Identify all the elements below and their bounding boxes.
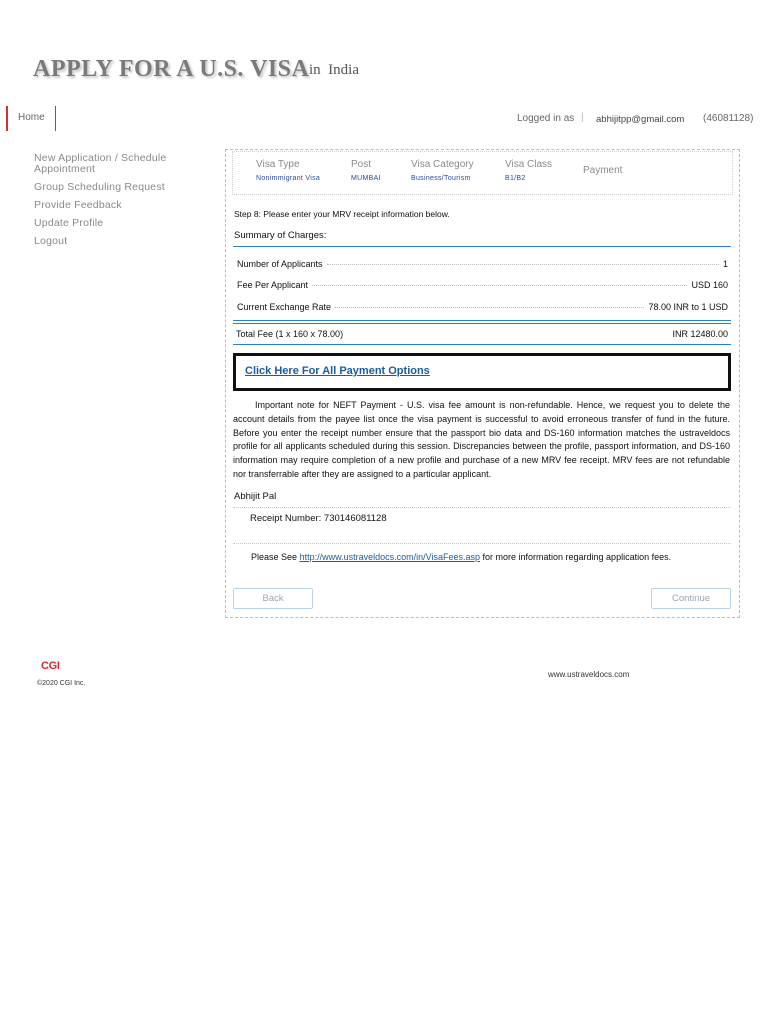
applicant-name: Abhijit Pal [234,491,277,502]
continue-button[interactable]: Continue [651,588,731,609]
sidebar-item-update-profile[interactable]: Update Profile [34,217,104,229]
country-label: in India [309,62,359,78]
fees-info-text: Please See http://www.ustraveldocs.com/in/VisaFees.asp for more information regarding application fees. [251,552,672,562]
total-divider-top [233,320,731,321]
charge-row: Current Exchange Rate 78.00 INR to 1 USD [237,302,728,312]
charge-row: Fee Per Applicant USD 160 [237,280,728,290]
user-email: abhijitpp@gmail.com [596,114,685,125]
sidebar-item-new-application[interactable]: New Application / Schedule Appointment [34,152,167,175]
login-separator: | [581,112,584,123]
visa-category-column: Visa Category Business/Tourism [411,159,474,182]
sidebar-item-logout[interactable]: Logout [34,235,68,247]
visa-fees-link[interactable]: http://www.ustraveldocs.com/in/VisaFees.asp [299,552,480,562]
page-title: APPLY FOR A U.S. VISA [33,56,310,82]
total-fee-row: Total Fee (1 x 160 x 78.00) INR 12480.00 [236,329,728,339]
payment-column: Payment [583,165,623,176]
receipt-number: Receipt Number: 730146081128 [250,513,387,524]
back-button[interactable]: Back [233,588,313,609]
payment-options-link[interactable]: Click Here For All Payment Options [245,365,430,377]
logged-in-label: Logged in as [517,113,575,124]
copyright-text: ©2020 CGI Inc. [37,680,86,687]
visa-class-column: Visa Class B1/B2 [505,159,553,182]
sidebar-nav [34,153,214,254]
receipt-divider [233,543,731,544]
total-divider-end [233,344,731,345]
visa-summary-header [232,151,733,195]
summary-of-charges-title: Summary of Charges: [234,230,327,241]
sidebar-item-provide-feedback[interactable]: Provide Feedback [34,199,122,211]
post-column: Post MUMBAI [351,159,381,182]
payment-options-box [233,353,731,391]
cgi-logo: CGI [41,660,60,672]
account-id: (46081128) [703,113,754,124]
total-divider-bottom [233,323,731,324]
applicant-divider [233,507,731,508]
charge-row: Number of Applicants 1 [237,259,728,269]
neft-payment-notice: Important note for NEFT Payment - U.S. visa fee amount is non-refundable. Hence, we request you to delete the account details from the payee list once the visa payment is successful to avoid erroneous transfer of fund in the future. Before you enter the receipt number ensure that the passport bio data and DS-160 information matches the ustraveldocs profile for all applicants scheduled during this session. Discrepancies between the profile, passport information, and DS-160 information may require completion of a new profile and purchase of a new MRV fee receipt. MRV fees are not refundable nor transferrable after they are assigned to a particular applicant. [233,400,730,479]
home-tab[interactable]: Home [6,106,56,131]
sidebar-item-group-scheduling[interactable]: Group Scheduling Request [34,181,165,193]
summary-divider [233,246,731,247]
visa-type-column: Visa Type Nonimmigrant Visa [256,159,321,182]
footer-url: www.ustraveldocs.com [548,670,630,679]
step-instruction: Step 8: Please enter your MRV receipt information below. [234,209,450,219]
